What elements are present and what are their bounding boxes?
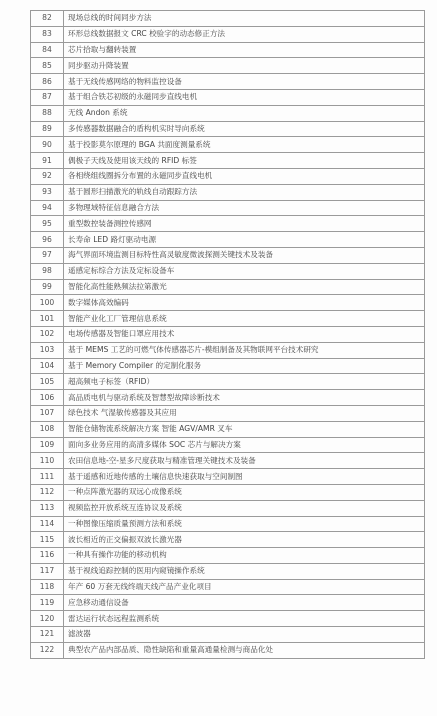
row-number: 120 (31, 611, 64, 627)
table-row (31, 200, 425, 216)
row-title: 视频监控开放系统互连协议及系统 (64, 500, 425, 516)
row-number: 111 (31, 469, 64, 485)
row-number: 116 (31, 548, 64, 564)
row-number: 98 (31, 263, 64, 279)
table-row (31, 216, 425, 232)
table-row (31, 563, 425, 579)
row-title: 智能化高性能熟频法拉第激光 (64, 279, 425, 295)
row-title: 智能仓储物流系统解决方案 智能 AGV/AMR 叉车 (64, 421, 425, 437)
row-title: 典型农产品内部品质、隐性缺陷和重量高通量检测与商品化处 (64, 642, 425, 658)
row-number: 96 (31, 232, 64, 248)
row-title: 同步驱动升降装置 (64, 58, 425, 74)
technology-list-table (30, 10, 425, 659)
row-number: 117 (31, 563, 64, 579)
row-title: 农田信息地-空-星多尺度获取与精准管理关键技术及装备 (64, 453, 425, 469)
table-row (31, 469, 425, 485)
row-number: 94 (31, 200, 64, 216)
table-row (31, 342, 425, 358)
row-title: 基于投影莫尔原理的 BGA 共面度测量系统 (64, 137, 425, 153)
table-row (31, 89, 425, 105)
row-number: 101 (31, 311, 64, 327)
row-title: 波长相近的正交偏振双波长激光器 (64, 532, 425, 548)
table-row (31, 421, 425, 437)
row-number: 118 (31, 579, 64, 595)
row-number: 108 (31, 421, 64, 437)
row-title: 基于组合铁芯初级的永磁同步直线电机 (64, 89, 425, 105)
table-row (31, 595, 425, 611)
row-title: 现场总线的时间同步方法 (64, 11, 425, 27)
row-title: 偶极子天线及使用该天线的 RFID 标签 (64, 153, 425, 169)
table-row (31, 74, 425, 90)
row-number: 93 (31, 184, 64, 200)
row-number: 121 (31, 627, 64, 643)
row-number: 85 (31, 58, 64, 74)
table-row (31, 137, 425, 153)
row-title: 基于 Memory Compiler 的定制化服务 (64, 358, 425, 374)
row-title: 基于无线传感网络的物料监控设备 (64, 74, 425, 90)
row-number: 105 (31, 374, 64, 390)
row-number: 110 (31, 453, 64, 469)
table-row (31, 516, 425, 532)
row-number: 91 (31, 153, 64, 169)
row-number: 119 (31, 595, 64, 611)
row-number: 86 (31, 74, 64, 90)
row-title: 基于 MEMS 工艺的可燃气体传感器芯片-模组制备及其物联网平台技术研究 (64, 342, 425, 358)
row-number: 82 (31, 11, 64, 27)
row-number: 104 (31, 358, 64, 374)
table-row (31, 11, 425, 27)
row-title: 无线 Andon 系统 (64, 105, 425, 121)
row-number: 92 (31, 168, 64, 184)
table-row (31, 579, 425, 595)
row-title: 多物理域特征信息融合方法 (64, 200, 425, 216)
row-title: 多传感器数据融合的盾构机实时导向系统 (64, 121, 425, 137)
table-row (31, 58, 425, 74)
row-number: 90 (31, 137, 64, 153)
row-title: 雷达运行状态远程监测系统 (64, 611, 425, 627)
row-title: 基于视线追踪控制的医用内窥镜操作系统 (64, 563, 425, 579)
row-title: 绿色技术 气湿敏传感器及其应用 (64, 405, 425, 421)
row-title: 一种具有操作功能的移动机构 (64, 548, 425, 564)
row-title: 重型数控装备测控传感网 (64, 216, 425, 232)
table-row (31, 326, 425, 342)
row-number: 88 (31, 105, 64, 121)
row-title: 智能产业化工厂管理信息系统 (64, 311, 425, 327)
table-row (31, 484, 425, 500)
row-number: 100 (31, 295, 64, 311)
table-row (31, 232, 425, 248)
row-number: 103 (31, 342, 64, 358)
row-number: 122 (31, 642, 64, 658)
row-title: 应急移动通信设备 (64, 595, 425, 611)
table-row (31, 532, 425, 548)
row-number: 113 (31, 500, 64, 516)
table-row (31, 279, 425, 295)
row-number: 115 (31, 532, 64, 548)
table-row (31, 627, 425, 643)
table-row (31, 184, 425, 200)
row-number: 97 (31, 247, 64, 263)
row-title: 长寿命 LED 路灯驱动电源 (64, 232, 425, 248)
row-title: 各相绕组线圈拆分布置的永磁同步直线电机 (64, 168, 425, 184)
table-row (31, 500, 425, 516)
table-row (31, 374, 425, 390)
row-title: 基于圆形扫描激光的轨线自动跟踪方法 (64, 184, 425, 200)
row-title: 基于遥感和近地传感的土壤信息快速获取与空间制图 (64, 469, 425, 485)
table-body (31, 11, 425, 659)
table-row (31, 42, 425, 58)
table-row (31, 168, 425, 184)
row-title: 数字媒体高效编码 (64, 295, 425, 311)
row-number: 112 (31, 484, 64, 500)
row-title: 超高频电子标签（RFID） (64, 374, 425, 390)
row-number: 83 (31, 26, 64, 42)
table-row (31, 642, 425, 658)
row-number: 95 (31, 216, 64, 232)
row-number: 84 (31, 42, 64, 58)
row-title: 一种点阵激光器的双远心成像系统 (64, 484, 425, 500)
table-row (31, 26, 425, 42)
table-row (31, 263, 425, 279)
row-title: 遥感定标综合方法及定标设备车 (64, 263, 425, 279)
row-title: 电场传感器及智能口罩应用技术 (64, 326, 425, 342)
table-row (31, 548, 425, 564)
row-title: 年产 60 万套无线终端天线产品产业化项目 (64, 579, 425, 595)
row-title: 一种图像压缩质量预测方法和系统 (64, 516, 425, 532)
row-number: 87 (31, 89, 64, 105)
table-row (31, 311, 425, 327)
table-row (31, 295, 425, 311)
table-row (31, 405, 425, 421)
row-title: 面向多业务应用的高清多媒体 SOC 芯片与解决方案 (64, 437, 425, 453)
row-number: 114 (31, 516, 64, 532)
table-row (31, 611, 425, 627)
row-number: 89 (31, 121, 64, 137)
row-title: 环形总线数据报文 CRC 校验字的动态修正方法 (64, 26, 425, 42)
row-number: 99 (31, 279, 64, 295)
row-title: 高品质电机与驱动系统及智慧型故障诊断技术 (64, 390, 425, 406)
row-title: 芯片拾取与翻转装置 (64, 42, 425, 58)
table-row (31, 453, 425, 469)
table-row (31, 437, 425, 453)
row-number: 109 (31, 437, 64, 453)
table-row (31, 153, 425, 169)
row-title: 海气界面环境监测目标特性高灵敏度微波探测关键技术及装备 (64, 247, 425, 263)
table-row (31, 358, 425, 374)
table-row (31, 121, 425, 137)
table-row (31, 105, 425, 121)
table-row (31, 390, 425, 406)
row-title: 滤波器 (64, 627, 425, 643)
row-number: 107 (31, 405, 64, 421)
table-row (31, 247, 425, 263)
row-number: 106 (31, 390, 64, 406)
row-number: 102 (31, 326, 64, 342)
